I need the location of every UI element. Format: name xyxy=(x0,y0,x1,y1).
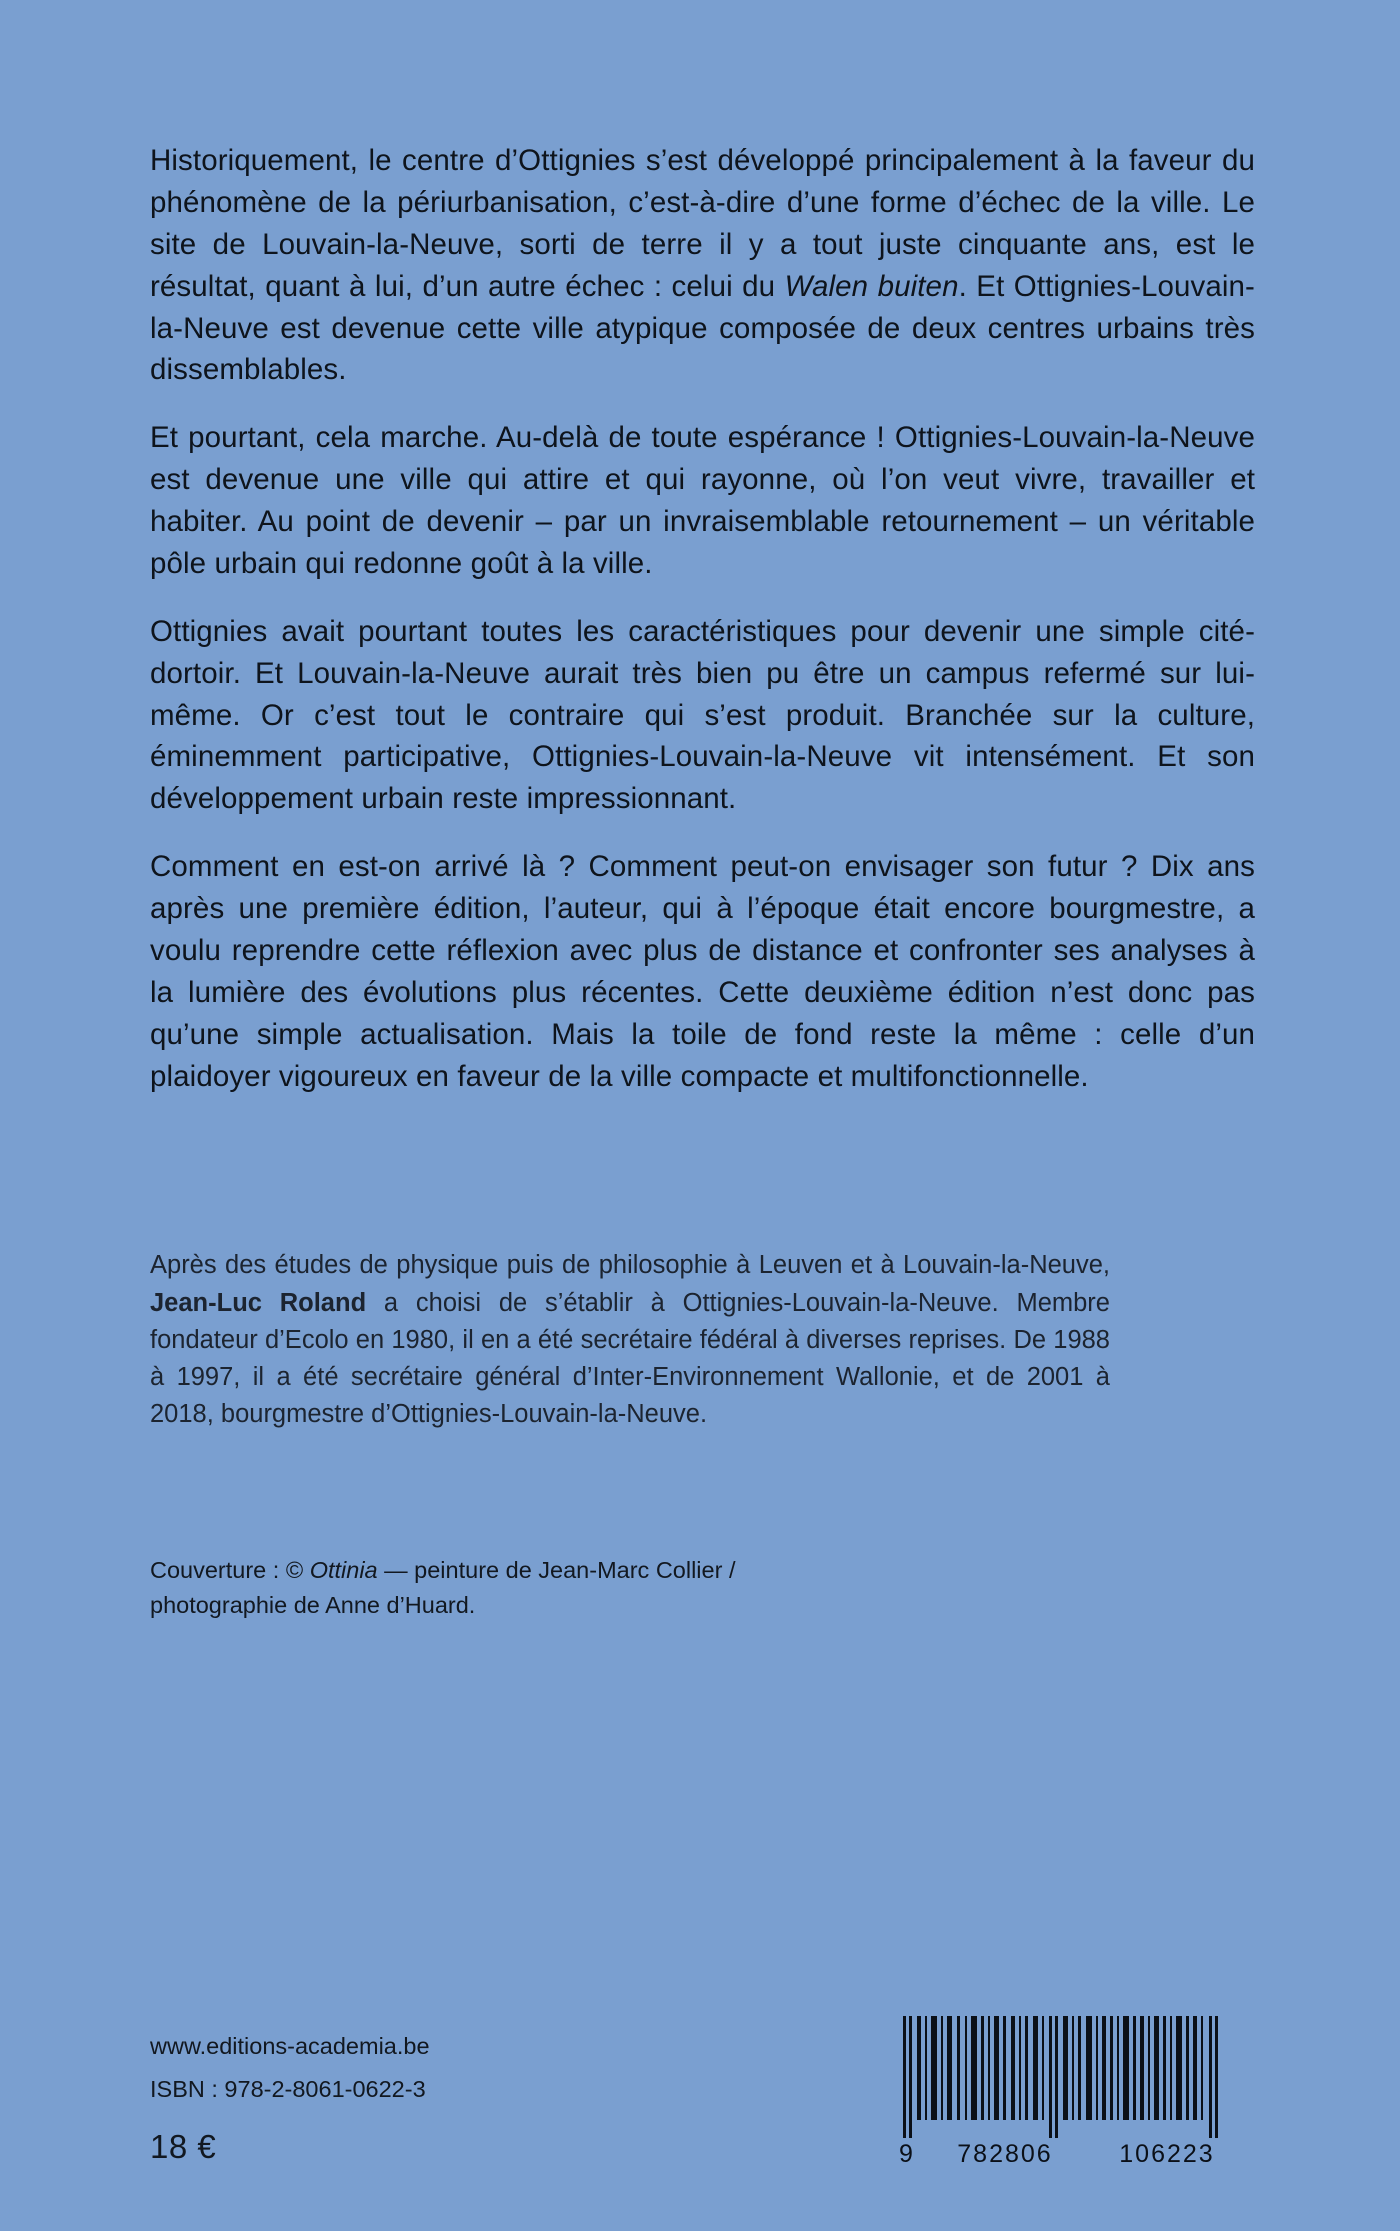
credits-suffix: — peinture de Jean-Marc Collier / xyxy=(377,1557,736,1584)
cover-credits xyxy=(150,1553,1255,1621)
credits-artwork-title: Ottinia xyxy=(309,1557,378,1584)
blurb-paragraph-2: Et pourtant, cela marche. Au-delà de toute espérance ! Ottignies-Louvain-la-Neuve est devenue une ville qui attire et qui rayonne, où l’on veut vivre, travailler et habiter. Au point de devenir – par un invraisemblable retournement – un véritable pôle urbain qui redonne goût à la ville. xyxy=(150,421,1255,580)
barcode-digits xyxy=(899,2140,1237,2169)
blurb-italic-walen-buiten: Walen buiten xyxy=(784,269,959,303)
author-bio-part1: Après des études de physique puis de philosophie à Leuven et à Louvain-la-Neuve, xyxy=(150,1251,1110,1280)
blurb-text xyxy=(150,140,1255,1097)
isbn-text: ISBN : 978-2-8061-0622-3 xyxy=(150,2076,426,2103)
blurb-paragraph-4: Comment en est-on arrivé là ? Comment peut-on envisager son futur ? Dix ans après une première édition, l’auteur, qui à l’époque était encore bourgmestre, a voulu reprendre cette réflexion avec plus de distance et confronter ses analyses à la lumière des évolutions plus récentes. Cette deuxième édition n’est donc pas qu’une simple actualisation. Mais la toile de fond reste la même : celle d’un plaidoyer vigoureux en faveur de la ville compacte et multifonctionnelle. xyxy=(150,850,1255,1093)
footer-left xyxy=(150,2029,430,2171)
footer xyxy=(150,2016,1255,2171)
barcode-block xyxy=(899,2016,1237,2169)
author-bio xyxy=(150,1247,1110,1433)
blurb-paragraph-1: Historiquement, le centre d’Ottignies s’est développé principalement à la faveur du phénomène de la périurbanisation, c’est-à-dire d’une forme d’échec de la ville. Le site de Louvain-la-Neuve, sorti de terre il y a tout juste cinquante ans, est le résultat, quant à lui, d’un autre échec : celui du Walen buiten. Et Ottignies-Louvain-la-Neuve est devenue cette ville atypique composée de deux centres urbains très dissemblables. xyxy=(150,144,1255,387)
publisher-website[interactable]: www.editions-academia.be xyxy=(150,2033,430,2059)
price-text: 18 € xyxy=(150,2127,217,2165)
credits-line-2: photographie de Anne d’Huard. xyxy=(150,1591,476,1618)
barcode-digit-group-2: 106223 xyxy=(1119,2140,1215,2168)
barcode-digit-group-1: 782806 xyxy=(957,2140,1053,2168)
author-bio-part2: a choisi de s’établir à Ottignies-Louvain-la-Neuve. Membre fondateur d’Ecolo en 1980, il en a été secrétaire fédéral à diverses reprises. De 1988 à 1997, il a été secrétaire général d’Inter-Environnement Wallonie, et de 2001 à 2018, bourgmestre d’Ottignies-Louvain-la-Neuve. xyxy=(150,1288,1110,1429)
credits-prefix: Couverture : © xyxy=(150,1557,310,1584)
ean13-barcode-icon xyxy=(899,2016,1229,2138)
author-name: Jean-Luc Roland xyxy=(150,1288,367,1317)
barcode-digit-left: 9 xyxy=(899,2140,915,2168)
blurb-paragraph-3: Ottignies avait pourtant toutes les caractéristiques pour devenir une simple cité-dortoir. Et Louvain-la-Neuve aurait très bien pu être un campus refermé sur lui-même. Or c’est tout le contraire qui s’est produit. Branchée sur la culture, éminemment participative, Ottignies-Louvain-la-Neuve vit intensément. Et son développement urbain reste impressionnant. xyxy=(150,614,1255,816)
